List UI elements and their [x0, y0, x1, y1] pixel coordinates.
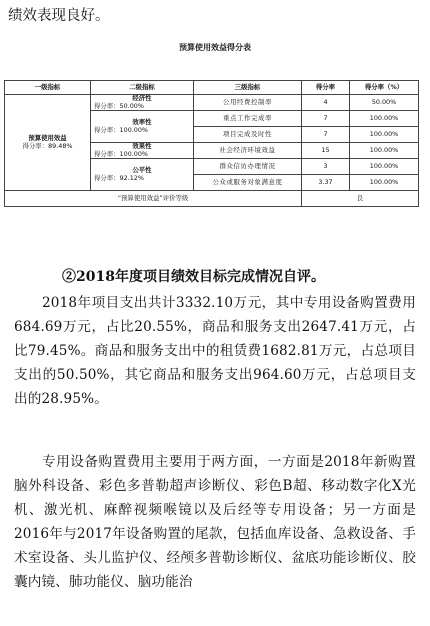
- group-cell-fairness: [91, 159, 194, 191]
- group-score: 得分率：92.12%: [94, 173, 144, 182]
- paragraph: 2018年项目支出共计3332.10万元，其中专用设备购置费用684.69万元，占比20.55%，商品和服务支出2647.41万元，占比79.45%。商品和服务支出中的租赁费1682.81万元，占总项目支出的50.50%，其它商品和服务支出964.60万元，占总项目支出的28.95%。: [14, 295, 416, 407]
- primary-indicator-label: 预算使用效益: [28, 134, 67, 143]
- group-score: 得分率：50.00%: [94, 101, 144, 110]
- percent-cell: 100.00%: [350, 175, 419, 191]
- table-title: 预算使用效益得分表: [179, 43, 251, 52]
- group-cell-economy: [91, 95, 194, 111]
- score-cell: 4: [302, 95, 350, 111]
- group-label: 效率性: [132, 118, 152, 127]
- group-score: 得分率：100.00%: [94, 149, 148, 158]
- group-cell-efficiency: [91, 111, 194, 143]
- indicator-cell: 公用经费控制率: [194, 95, 302, 111]
- indicator-cell: 社会经济环境效益: [194, 143, 302, 159]
- score-cell: 15: [302, 143, 350, 159]
- header-level1: 一级指标: [5, 81, 91, 95]
- score-cell: 7: [302, 111, 350, 127]
- percent-cell: 100.00%: [350, 143, 419, 159]
- header-score: 得分率: [302, 81, 350, 95]
- rating-value: 良: [302, 191, 419, 207]
- intro-text: 绩效表现良好。: [8, 8, 110, 24]
- percent-cell: 100.00%: [350, 111, 419, 127]
- group-label: 经济性: [132, 94, 152, 103]
- group-score: 得分率：100.00%: [94, 125, 148, 134]
- percent-cell: 100.00%: [350, 127, 419, 143]
- group-label: 公平性: [132, 166, 152, 175]
- group-label: 效果性: [132, 142, 152, 151]
- score-cell: 3: [302, 159, 350, 175]
- paragraph: 专用设备购置费用主要用于两方面，一方面是2018年新购置脑外科设备、彩色多普勒超声诊断仪、彩色B超、移动数字化X光机、激光机、麻醉视频喉镜以及后经等专用设备；另一方面是2016年与2017年设备购置的尾款，包括血库设备、急救设备、手术室设备、头儿监护仪、经颅多普勒诊断仪、盆底功能诊断仪、胶囊内镜、肺功能仪、脑功能治: [14, 454, 416, 590]
- table-row: [5, 191, 419, 207]
- percent-cell: 50.00%: [350, 95, 419, 111]
- group-cell-effect: [91, 143, 194, 159]
- rating-label: “预算使用效益”评价等级: [5, 191, 302, 207]
- percent-cell: 100.00%: [350, 159, 419, 175]
- score-cell: 7: [302, 127, 350, 143]
- table-row: [5, 95, 419, 111]
- indicator-cell: 公众或服务对象满意度: [194, 175, 302, 191]
- primary-indicator-score: 得分率：89.48%: [22, 141, 73, 150]
- score-table: [4, 80, 419, 207]
- header-percent: 得分率（%）: [350, 81, 419, 95]
- header-level3: 三级指标: [194, 81, 302, 95]
- header-level2: 二级指标: [91, 81, 194, 95]
- indicator-cell: 群众信访办理情况: [194, 159, 302, 175]
- section-heading: ②2018年度项目绩效目标完成情况自评。: [62, 269, 325, 285]
- score-cell: 3.37: [302, 175, 350, 191]
- indicator-cell: 重点工作完成率: [194, 111, 302, 127]
- table-header-row: [5, 81, 419, 95]
- indicator-cell: 项目完成及时性: [194, 127, 302, 143]
- primary-indicator-cell: [5, 95, 91, 191]
